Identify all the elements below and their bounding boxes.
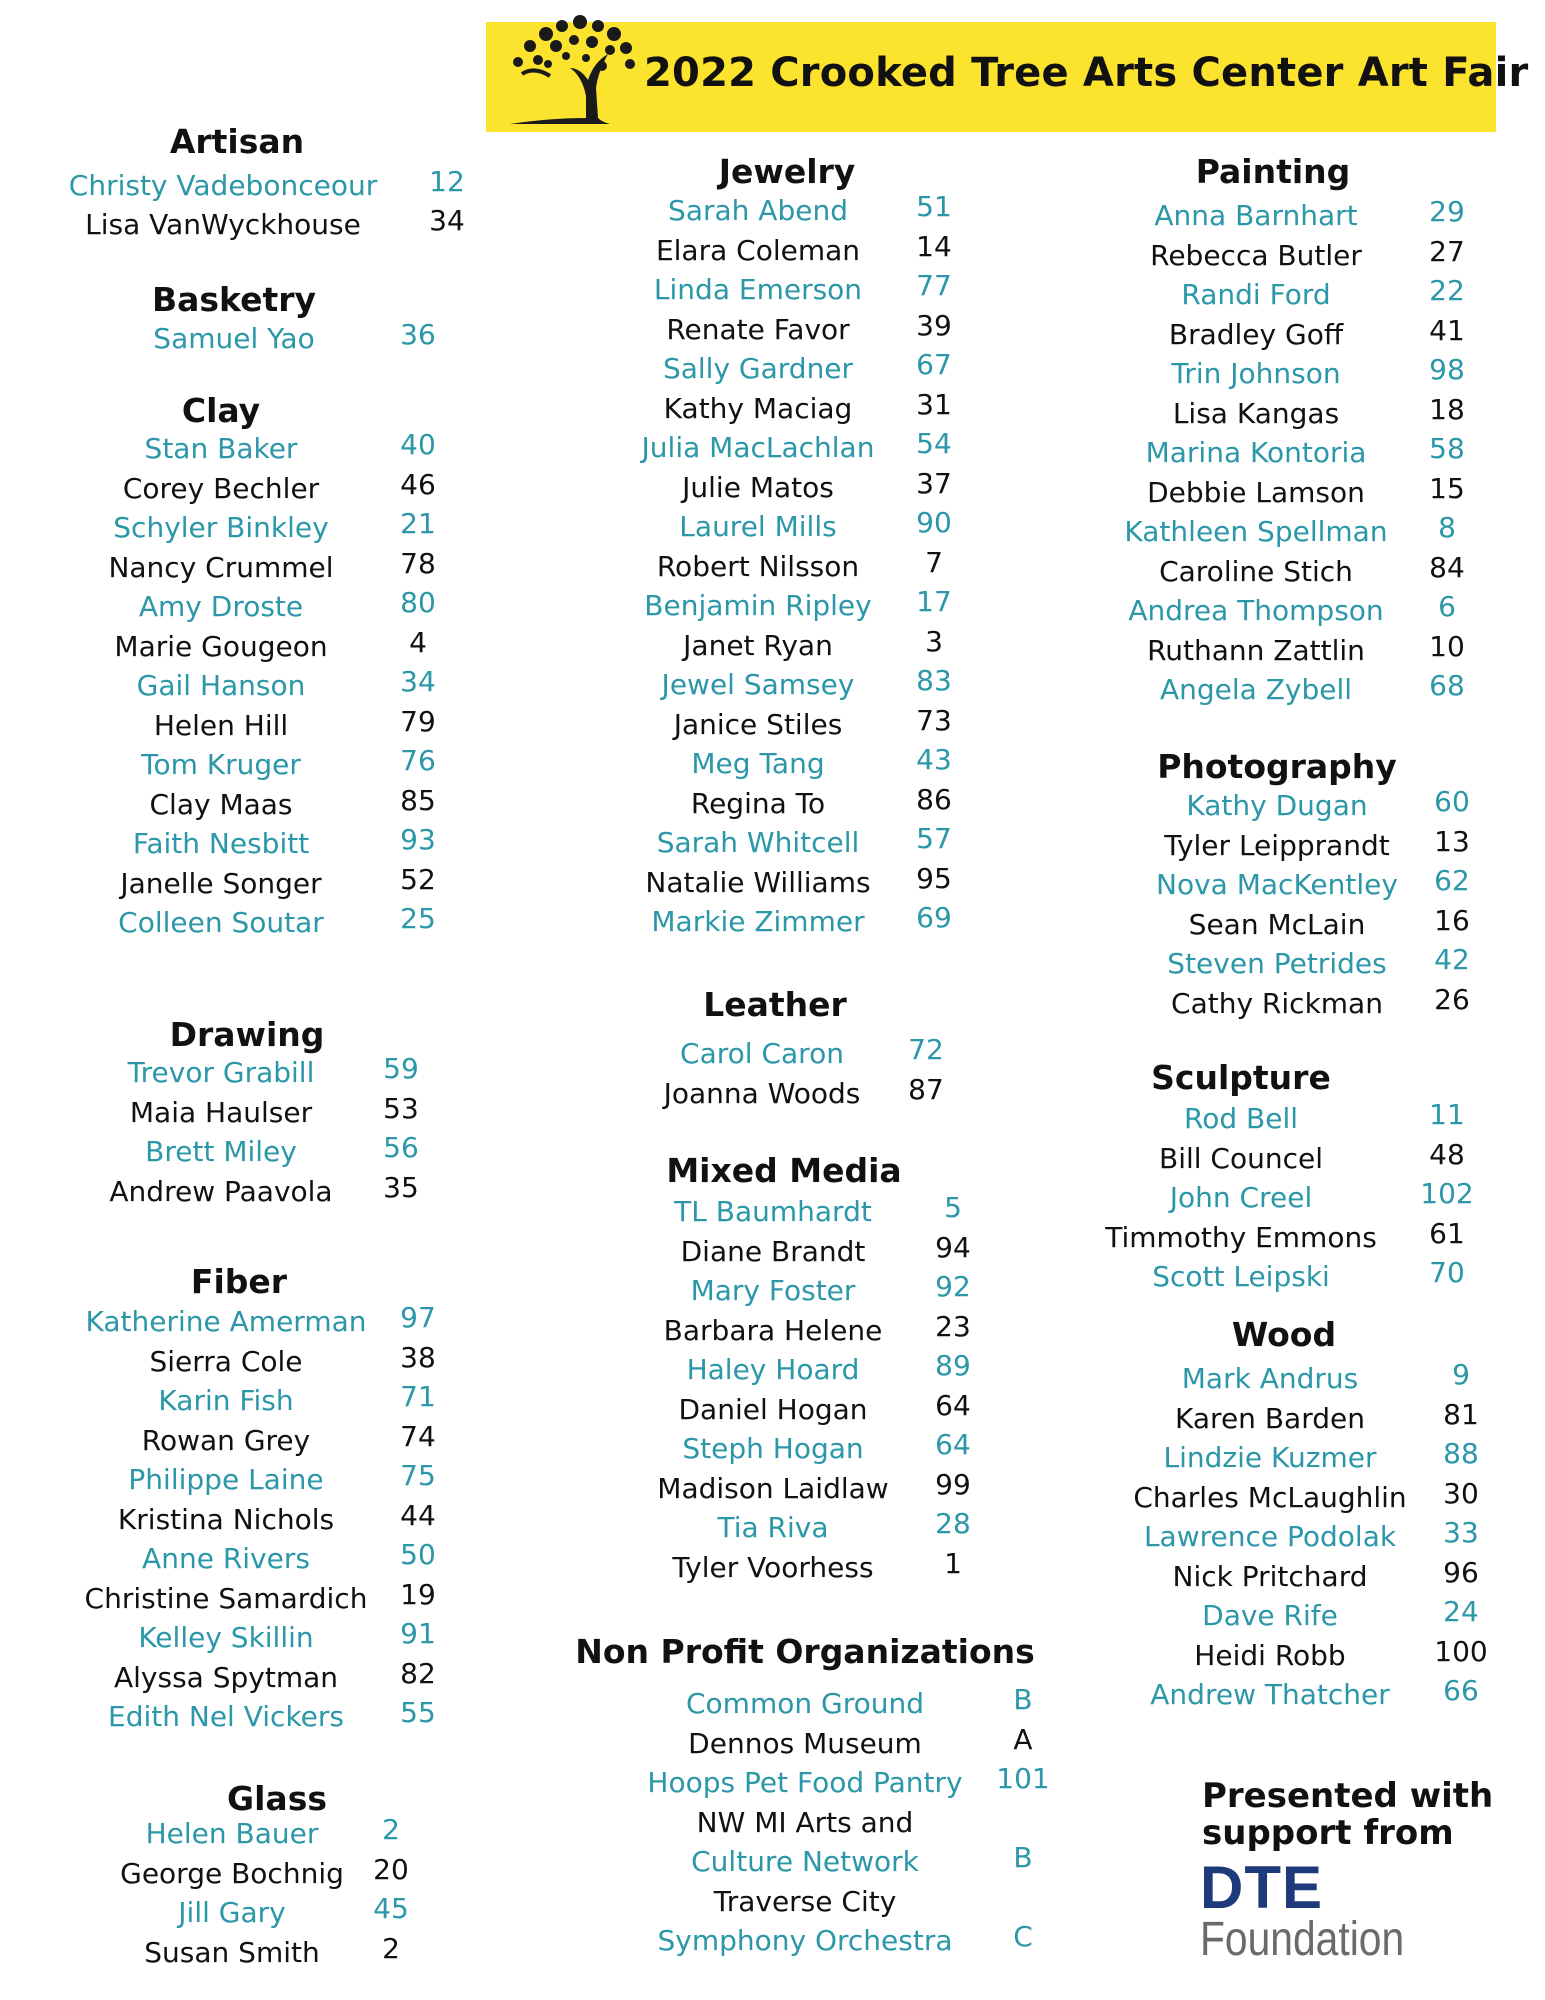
exhibitor-name: Renate Favor [666,312,850,346]
exhibitor-name: Lindzie Kuzmer [1163,1441,1377,1474]
booth-number: 68 [1429,669,1465,702]
booth-number: 19 [400,1577,436,1611]
booth-number: 25 [400,902,436,935]
section-title: Painting [1195,152,1351,191]
booth-number: 57 [916,822,952,855]
booth-number: 7 [925,545,943,579]
exhibitor-name: Lawrence Podolak [1143,1520,1397,1553]
booth-number: 5 [944,1191,962,1224]
exhibitor-name: Karin Fish [158,1384,294,1417]
booth-number: 36 [400,318,436,351]
exhibitor-name: Diane Brandt [680,1234,866,1268]
booth-number: 37 [916,466,952,500]
booth-number: 46 [400,467,436,501]
booth-number: 12 [429,165,465,198]
exhibitor-name: Christy Vadebonceour [68,169,378,202]
booth-number: 24 [1443,1595,1479,1628]
booth-number: 10 [1429,629,1465,663]
booth-number: 85 [400,783,436,817]
exhibitor-name: Scott Leipski [1152,1260,1330,1293]
exhibitor-name: Andrew Thatcher [1150,1678,1390,1711]
exhibitor-name: Carol Caron [680,1037,844,1070]
booth-number: 62 [1434,864,1470,897]
booth-number: 83 [916,664,952,697]
exhibitor-name: Trin Johnson [1171,357,1341,390]
booth-number: 18 [1429,392,1465,426]
exhibitor-name: Barbara Helene [663,1313,883,1347]
exhibitor-name: Andrea Thompson [1128,594,1384,627]
exhibitor-name: Jewel Samsey [661,668,855,701]
booth-number: 86 [916,782,952,816]
exhibitor-name: Janice Stiles [673,707,843,741]
booth-number: 75 [400,1459,436,1492]
booth-number: 69 [916,901,952,934]
booth-number: 71 [400,1380,436,1413]
exhibitor-name: Edith Nel Vickers [108,1700,344,1733]
exhibitor-name: Anna Barnhart [1154,199,1358,232]
booth-number: 20 [373,1852,409,1886]
exhibitor-name: Marie Gougeon [114,629,328,663]
booth-number: 56 [383,1131,419,1164]
booth-number: 17 [916,585,952,618]
booth-number: 64 [935,1388,971,1422]
booth-number: 48 [1429,1137,1465,1171]
booth-number: 38 [400,1340,436,1374]
exhibitor-name: Daniel Hogan [678,1392,868,1426]
exhibitor-name: Corey Bechler [122,471,320,505]
booth-number: 88 [1443,1437,1479,1470]
exhibitor-name: Janelle Songer [120,866,322,900]
tree-logo-icon [490,6,640,146]
booth-number: 35 [383,1170,419,1204]
exhibitor-name: Steven Petrides [1167,947,1387,980]
booth-number: 30 [1443,1476,1479,1510]
dte-foundation-logo [1200,1854,1440,1966]
booth-number: 21 [400,507,436,540]
booth-number: 11 [1429,1098,1465,1131]
exhibitor-name: Amy Droste [138,590,304,623]
exhibitor-name: Regina To [690,786,826,820]
exhibitor-name: Kathy Maciag [663,391,853,425]
exhibitor-name: Robert Nilsson [656,549,860,583]
exhibitor-name: Debbie Lamson [1147,475,1365,509]
exhibitor-name: Hoops Pet Food Pantry [647,1766,963,1799]
booth-number: 74 [400,1419,436,1453]
booth-number: 84 [1429,550,1465,584]
booth-number: 23 [935,1309,971,1343]
booth-number: 31 [916,387,952,421]
exhibitor-name: Jill Gary [178,1896,286,1929]
exhibitor-name: Christine Samardich [84,1581,368,1615]
exhibitor-name: Lisa VanWyckhouse [85,208,361,241]
booth-number: 3 [925,624,943,658]
booth-number: B [1013,1683,1033,1716]
booth-number: 27 [1429,234,1465,268]
exhibitor-name: Nick Pritchard [1172,1559,1368,1593]
section-title: Fiber [190,1262,288,1301]
booth-number: 6 [1438,590,1456,623]
exhibitor-name: Julie Matos [682,470,834,504]
booth-number: 43 [916,743,952,776]
booth-number: 102 [1420,1177,1474,1210]
exhibitor-name: Mary Foster [690,1274,856,1307]
exhibitor-name: Benjamin Ripley [644,589,872,622]
exhibitor-name: Trevor Grabill [127,1056,315,1089]
booth-number: 97 [400,1301,436,1334]
exhibitor-name: Sarah Whitcell [656,826,860,859]
section-title: Mixed Media [666,1151,902,1190]
section-title: Jewelry [718,152,856,191]
sponsor-line-1: Presented with [1202,1776,1494,1816]
page-title: 2022 Crooked Tree Arts Center Art Fair [644,50,1529,96]
booth-number: 2 [382,1813,400,1846]
exhibitor-name: Meg Tang [691,747,825,780]
booth-number: 64 [935,1428,971,1461]
exhibitor-name: Nova MacKentley [1156,868,1398,901]
booth-number: 76 [400,744,436,777]
exhibitor-name: Sarah Abend [668,194,848,227]
exhibitor-name: Bill Councel [1158,1141,1324,1175]
booth-number: 67 [916,348,952,381]
booth-number: 52 [400,862,436,896]
booth-number: 26 [1434,982,1470,1016]
exhibitor-name: Andrew Paavola [109,1174,333,1208]
booth-number: 95 [916,861,952,895]
booth-number: 87 [908,1072,944,1106]
booth-number: 41 [1429,313,1465,347]
exhibitor-name: George Bochnig [120,1856,344,1890]
section-title: Photography [1157,747,1397,786]
booth-number: 2 [382,1931,400,1965]
booth-number: 51 [916,190,952,223]
booth-number: 61 [1429,1216,1465,1250]
booth-number: 16 [1434,903,1470,937]
exhibitor-name: Marina Kontoria [1145,436,1367,469]
booth-number: 50 [400,1538,436,1571]
exhibitor-name: Rebecca Butler [1150,238,1362,272]
exhibitor-name: Gail Hanson [136,669,306,702]
exhibitor-name: Julia MacLachlan [641,431,875,464]
exhibitor-name: Steph Hogan [682,1432,864,1465]
booth-number: 42 [1434,943,1470,976]
booth-number: 60 [1434,785,1470,818]
booth-number: 96 [1443,1555,1479,1589]
exhibitor-name: Madison Laidlaw [657,1471,889,1505]
booth-number: 22 [1429,274,1465,307]
exhibitor-name: Kelley Skillin [138,1621,314,1654]
sponsor-text [1202,1778,1493,1852]
exhibitor-name: Linda Emerson [653,273,863,306]
exhibitor-name: Natalie Williams [645,865,871,899]
exhibitor-name: Stan Baker [144,432,298,465]
booth-number: 73 [916,703,952,737]
exhibitor-name: Helen Bauer [145,1817,319,1850]
booth-number: 29 [1429,195,1465,228]
booth-number: 100 [1434,1634,1488,1668]
exhibitor-name: Sean McLain [1188,907,1366,941]
section-title: Basketry [151,280,317,319]
exhibitor-name: Tia Riva [717,1511,829,1544]
booth-number: 55 [400,1696,436,1729]
booth-number: 33 [1443,1516,1479,1549]
section-title: Clay [181,391,261,430]
exhibitor-name: Schyler Binkley [113,511,329,544]
booth-number: 45 [373,1892,409,1925]
booth-number: 101 [996,1762,1050,1795]
booth-number: 98 [1429,353,1465,386]
exhibitor-name: Joanna Woods [663,1076,861,1110]
booth-number: 15 [1429,471,1465,505]
title-banner [486,22,1529,132]
booth-number: 53 [383,1091,419,1125]
exhibitor-name: Elara Coleman [655,233,861,267]
exhibitor-name: Timmothy Emmons [1105,1220,1377,1254]
booth-number: 54 [916,427,952,460]
exhibitor-name: Charles McLaughlin [1133,1480,1407,1514]
booth-number: 77 [916,269,952,302]
booth-number: 34 [400,665,436,698]
dte-logo-word: DTE [1200,1854,1323,1921]
booth-number: 93 [400,823,436,856]
booth-number: B [1013,1841,1033,1874]
sponsor-line-2: support from [1202,1813,1454,1853]
exhibitor-name: Faith Nesbitt [132,827,310,860]
exhibitor-name: Kathleen Spellman [1124,515,1388,548]
booth-number: 66 [1443,1674,1479,1707]
exhibitor-name: Traverse City [713,1884,897,1918]
exhibitor-name: Rowan Grey [141,1423,311,1457]
booth-number: 1 [944,1546,962,1580]
exhibitor-name: Maia Haulser [129,1095,313,1129]
exhibitor-name: Tom Kruger [141,748,301,781]
booth-number: 94 [935,1230,971,1264]
exhibitor-name: Common Ground [686,1687,924,1720]
exhibitor-name: Janet Ryan [683,628,833,662]
exhibitor-name: Dave Rife [1202,1599,1338,1632]
booth-number: 90 [916,506,952,539]
booth-number: 40 [400,428,436,461]
section-title: Glass [227,1779,327,1818]
booth-number: A [1013,1722,1033,1756]
booth-number: 4 [409,625,427,659]
exhibitor-name: Nancy Crummel [108,550,334,584]
exhibitor-name: Alyssa Spytman [113,1660,339,1694]
exhibitor-name: Cathy Rickman [1171,986,1383,1020]
exhibitor-name: Heidi Robb [1194,1638,1346,1672]
booth-number: 70 [1429,1256,1465,1289]
exhibitor-name: Kathy Dugan [1186,789,1368,822]
booth-number: 8 [1438,511,1456,544]
exhibitor-name: Helen Hill [153,708,289,742]
exhibitor-name: Laurel Mills [679,510,837,543]
exhibitor-name: Samuel Yao [153,322,315,355]
booth-number: C [1013,1920,1033,1953]
booth-number: 59 [383,1052,419,1085]
exhibitor-name: Brett Miley [145,1135,297,1168]
booth-number: 81 [1443,1397,1479,1431]
section-title: Sculpture [1151,1058,1331,1097]
booth-number: 80 [400,586,436,619]
booth-number: 13 [1434,824,1470,858]
exhibitor-name: Sally Gardner [662,352,854,385]
booth-number: 92 [935,1270,971,1303]
booth-number: 78 [400,546,436,580]
booth-number: 79 [400,704,436,738]
exhibitor-name: Dennos Museum [688,1726,922,1760]
booth-number: 44 [400,1498,436,1532]
exhibitor-name: Haley Hoard [686,1353,860,1386]
section-title: Wood [1231,1315,1337,1354]
exhibitor-name: Mark Andrus [1181,1362,1359,1395]
booth-number: 34 [429,204,465,237]
exhibitor-name: Markie Zimmer [651,905,865,938]
exhibitor-name: Lisa Kangas [1172,396,1340,430]
booth-number: 72 [908,1033,944,1066]
section-title: Non Profit Organizations [575,1632,1035,1671]
dte-logo-sub: Foundation [1200,1913,1405,1966]
exhibitor-name: Karen Barden [1175,1401,1365,1435]
exhibitor-name: TL Baumhardt [674,1195,872,1228]
booth-number: 39 [916,308,952,342]
exhibitor-name: Colleen Soutar [118,906,324,939]
booth-number: 91 [400,1617,436,1650]
exhibitor-name: Clay Maas [149,787,293,821]
section-title: Leather [703,985,847,1024]
booth-number: 28 [935,1507,971,1540]
exhibitor-name: Caroline Stich [1159,554,1353,588]
exhibitor-name: Randi Ford [1181,278,1331,311]
exhibitor-name: Philippe Laine [128,1463,324,1496]
section-title: Drawing [169,1015,325,1054]
exhibitor-name: John Creel [1169,1181,1313,1214]
exhibitor-name: Ruthann Zattlin [1147,633,1365,667]
booth-number: 99 [935,1467,971,1501]
exhibitor-name: Angela Zybell [1159,673,1353,706]
exhibitor-name: Anne Rivers [142,1542,310,1575]
section-title: Artisan [169,122,305,161]
exhibitor-name: Rod Bell [1184,1102,1298,1135]
exhibitor-name: Symphony Orchestra [657,1924,953,1957]
booth-number: 89 [935,1349,971,1382]
exhibitor-name: Tyler Voorhess [672,1550,874,1584]
exhibitor-name: Tyler Leipprandt [1164,828,1390,862]
exhibitor-name: Susan Smith [144,1935,320,1969]
exhibitor-name: Culture Network [691,1845,919,1878]
exhibitor-name: Kristina Nichols [117,1502,335,1536]
exhibitor-name: Sierra Cole [149,1344,303,1378]
exhibitor-name: NW MI Arts and [696,1805,914,1839]
booth-number: 58 [1429,432,1465,465]
booth-number: 14 [916,229,952,263]
exhibitor-name: Bradley Goff [1168,317,1344,351]
exhibitor-name: Katherine Amerman [85,1305,367,1338]
booth-number: 82 [400,1656,436,1690]
booth-number: 9 [1452,1358,1470,1391]
